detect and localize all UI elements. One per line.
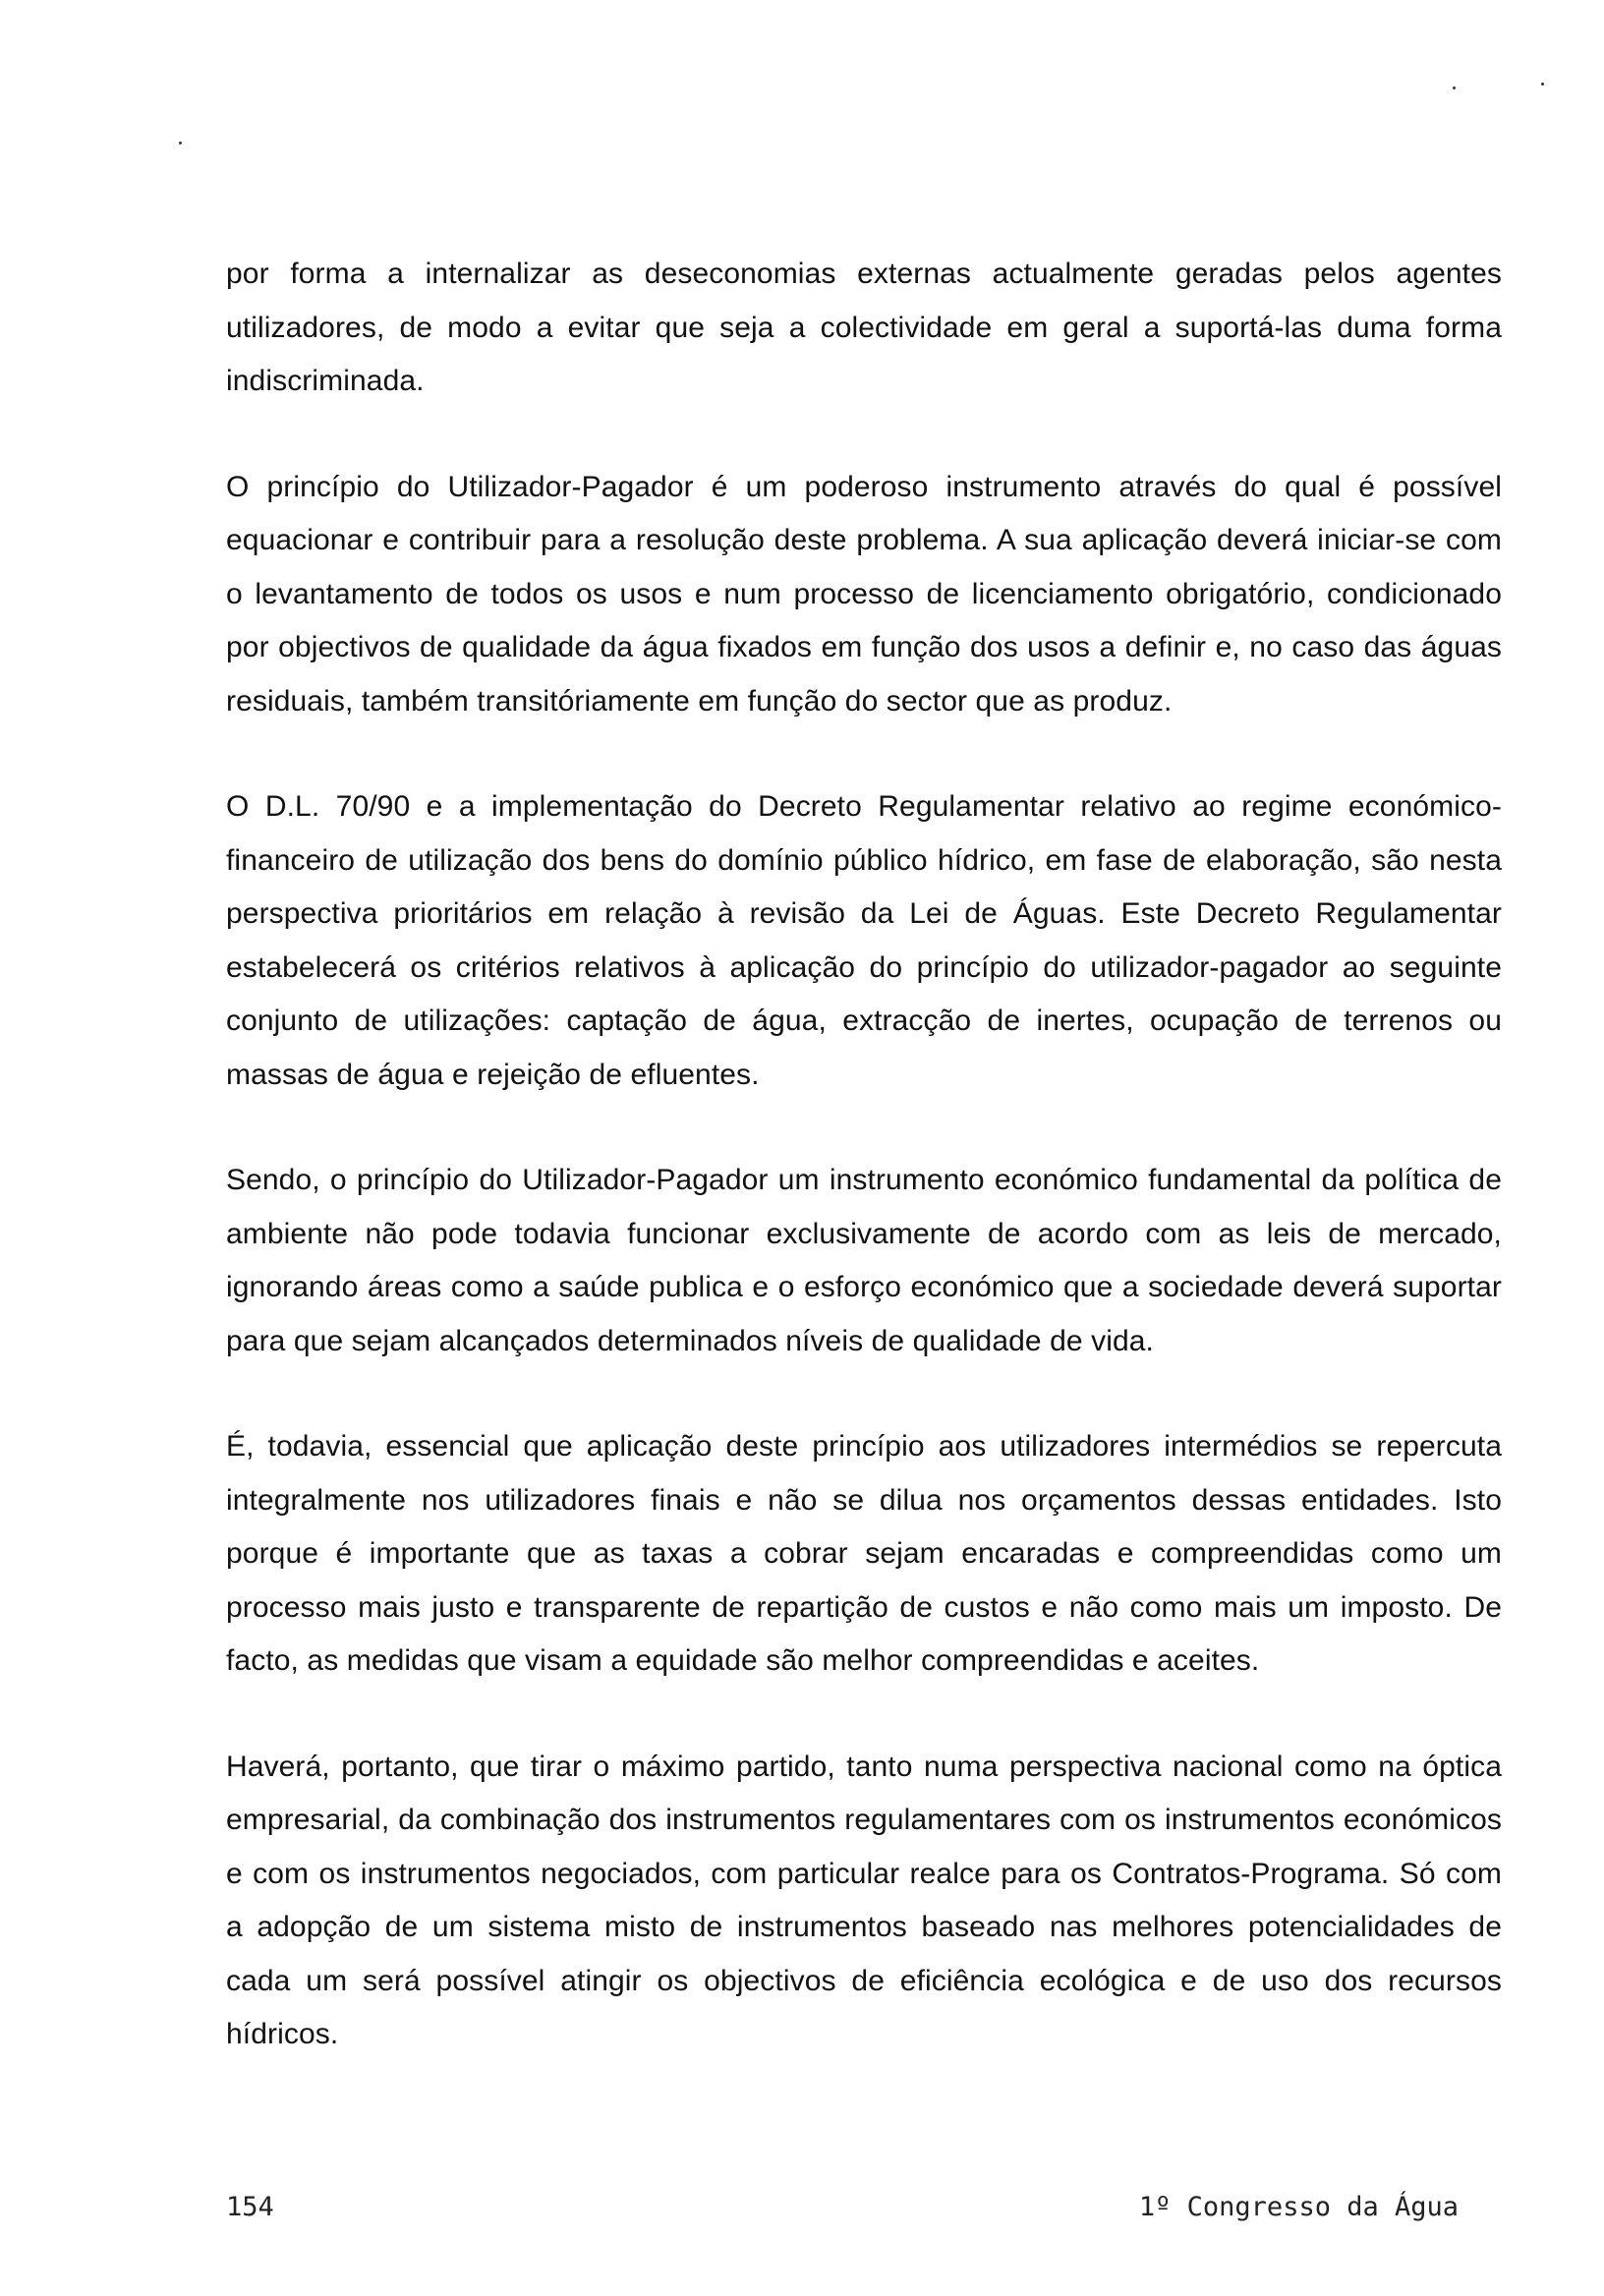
scan-speck (179, 142, 182, 144)
scan-speck (1453, 86, 1456, 89)
page-number: 154 (226, 2192, 274, 2222)
footer-title: 1º Congresso da Água (1138, 2192, 1459, 2222)
paragraph-6: Haverá, portanto, que tirar o máximo partido, tanto numa perspectiva nacional como na óptica empresarial, da combinação dos instrumentos regulamentares com os instrumentos económicos e com os instrumentos negociados, com particular realce para os Contratos-Programa. Só com a adopção de um sistema misto de instrumentos baseado nas melhores potencialidades de cada um será possível atingir os objectivos de eficiência ecológica e de uso dos recursos hídricos. (226, 1750, 1502, 2050)
paragraph-1: por forma a internalizar as deseconomias externas actualmente geradas pelos agentes utilizadores, de modo a evitar que seja a colectividade em geral a suportá-las duma forma indiscriminada. (226, 258, 1502, 397)
paragraph-2: O princípio do Utilizador-Pagador é um poderoso instrumento através do qual é possível equacionar e contribuir para a resolução deste problema. A sua aplicação deverá iniciar-se com o levantamento de todos os usos e num processo de licenciamento obrigatório, condicionado por objectivos de qualidade da água fixados em função dos usos a definir e, no caso das águas residuais, também transitóriamente em função do sector que as produz. (226, 470, 1502, 718)
scan-speck (1541, 83, 1544, 86)
body-text (226, 248, 1502, 2062)
paragraph-5: É, todavia, essencial que aplicação deste princípio aos utilizadores intermédios se repercuta integralmente nos utilizadores finais e não se dilua nos orçamentos dessas entidades. Isto porque é importante que as taxas a cobrar sejam encaradas e compreendidas como um processo mais justo e transparente de repartição de custos e não como mais um imposto. De facto, as medidas que visam a equidade são melhor compreendidas e aceites. (226, 1430, 1502, 1677)
paragraph-4: Sendo, o princípio do Utilizador-Pagador um instrumento económico fundamental da política de ambiente não pode todavia funcionar exclusivamente de acordo com as leis de mercado, ignorando áreas como a saúde publica e o esforço económico que a sociedade deverá suportar para que sejam alcançados determinados níveis de qualidade de vida. (226, 1164, 1502, 1357)
paragraph-3: O D.L. 70/90 e a implementação do Decreto Regulamentar relativo ao regime económico-financeiro de utilização dos bens do domínio público hídrico, em fase de elaboração, são nesta perspectiva prioritários em relação à revisão da Lei de Águas. Este Decreto Regulamentar estabelecerá os critérios relativos à aplicação do princípio do utilizador-pagador ao seguinte conjunto de utilizações: captação de água, extracção de inertes, ocupação de terrenos ou massas de água e rejeição de efluentes. (226, 790, 1502, 1091)
